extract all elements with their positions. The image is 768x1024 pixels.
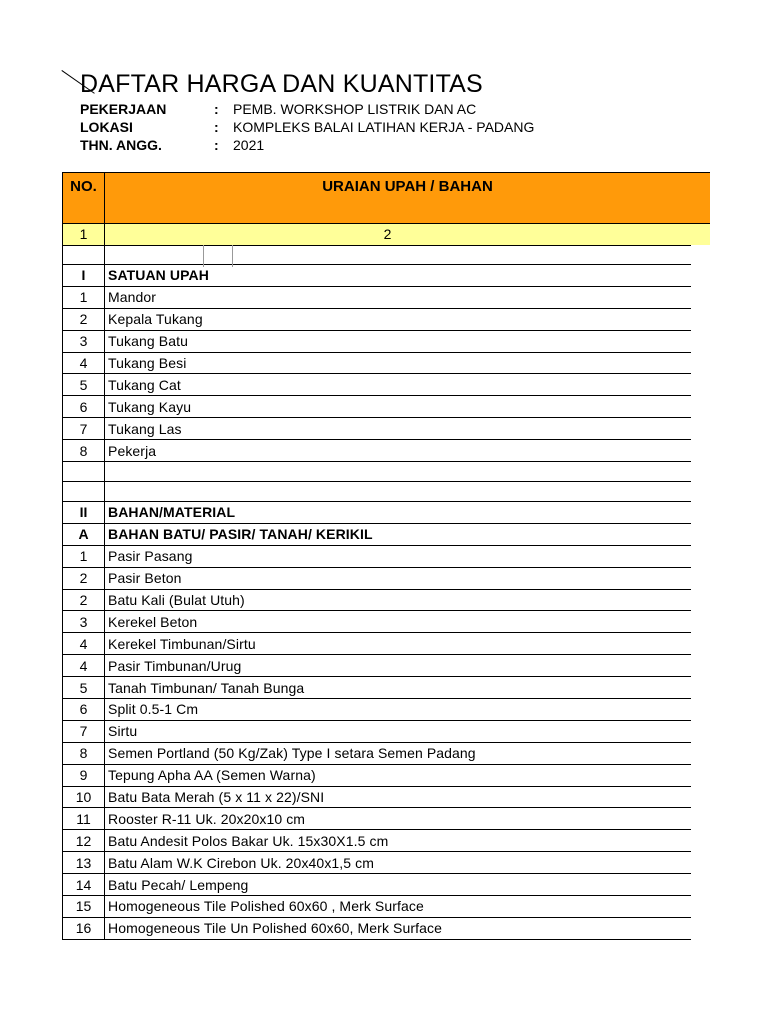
row-description: Homogeneous Tile Polished 60x60 , Merk Surface bbox=[108, 898, 424, 915]
row-number bbox=[63, 482, 105, 501]
table-row bbox=[63, 765, 691, 787]
row-description: Batu Alam W.K Cirebon Uk. 20x40x1,5 cm bbox=[108, 854, 375, 871]
row-number: 3 bbox=[63, 611, 105, 632]
table-row bbox=[63, 918, 691, 940]
table-row bbox=[63, 830, 691, 852]
blank-row bbox=[63, 482, 691, 502]
row-number: 2 bbox=[63, 309, 105, 330]
row-description: Batu Bata Merah (5 x 11 x 22)/SNI bbox=[108, 789, 325, 806]
row-description: Pekerja bbox=[108, 442, 157, 459]
row-description: Kerekel Timbunan/Sirtu bbox=[108, 635, 256, 652]
table-row bbox=[63, 852, 691, 874]
meta-colon: : bbox=[214, 137, 219, 153]
meta-value: 2021 bbox=[233, 137, 265, 153]
row-number: 13 bbox=[63, 852, 105, 873]
table-row bbox=[63, 611, 691, 633]
document-meta bbox=[80, 100, 534, 154]
index-no: 1 bbox=[62, 224, 105, 245]
row-number bbox=[63, 462, 105, 481]
row-description: Sirtu bbox=[108, 723, 138, 740]
row-number: 15 bbox=[63, 896, 105, 917]
row-description: Kepala Tukang bbox=[108, 311, 203, 328]
row-number: 12 bbox=[63, 830, 105, 851]
row-number: II bbox=[63, 502, 105, 523]
row-number: 16 bbox=[63, 918, 105, 939]
row-number: A bbox=[63, 524, 105, 545]
row-number: 10 bbox=[63, 787, 105, 808]
meta-label: LOKASI bbox=[80, 119, 133, 135]
table-row bbox=[63, 546, 691, 568]
meta-row-tahun-anggaran bbox=[80, 136, 534, 154]
row-description: Homogeneous Tile Un Polished 60x60, Merk Surface bbox=[108, 920, 442, 937]
row-description: Batu Andesit Polos Bakar Uk. 15x30X1.5 cm bbox=[108, 832, 389, 849]
row-number: 9 bbox=[63, 765, 105, 786]
table-row bbox=[63, 590, 691, 612]
row-description: Pasir Beton bbox=[108, 570, 182, 587]
row-description: Pasir Timbunan/Urug bbox=[108, 657, 242, 674]
table-row bbox=[63, 418, 691, 440]
row-number: 4 bbox=[63, 633, 105, 654]
document-title: DAFTAR HARGA DAN KUANTITAS bbox=[80, 70, 483, 98]
row-description: Pasir Pasang bbox=[108, 548, 193, 565]
header-description: URAIAN UPAH / BAHAN bbox=[105, 172, 710, 224]
row-number: 1 bbox=[63, 287, 105, 308]
blank-row bbox=[63, 245, 691, 265]
row-description: BAHAN BATU/ PASIR/ TANAH/ KERIKIL bbox=[108, 526, 373, 543]
row-description: Batu Kali (Bulat Utuh) bbox=[108, 592, 245, 609]
table-row bbox=[63, 743, 691, 765]
row-number: 5 bbox=[63, 677, 105, 698]
row-number: 7 bbox=[63, 721, 105, 742]
table-row bbox=[63, 568, 691, 590]
table-row bbox=[63, 331, 691, 353]
cell-selection-outline bbox=[203, 245, 233, 267]
table-body bbox=[62, 245, 691, 940]
section-row bbox=[63, 265, 691, 287]
table-row bbox=[63, 874, 691, 896]
table-row bbox=[63, 309, 691, 331]
row-description: Tukang Batu bbox=[108, 333, 188, 350]
table-row bbox=[63, 677, 691, 699]
row-description: Semen Portland (50 Kg/Zak) Type I setara Semen Padang bbox=[108, 745, 476, 762]
meta-colon: : bbox=[214, 101, 219, 117]
row-number: 1 bbox=[63, 546, 105, 567]
row-number: 4 bbox=[63, 655, 105, 676]
row-number: 4 bbox=[63, 353, 105, 374]
row-description: SATUAN UPAH bbox=[108, 267, 209, 284]
table-row bbox=[63, 721, 691, 743]
table-header bbox=[62, 172, 710, 224]
table-row bbox=[63, 374, 691, 396]
row-number: 3 bbox=[63, 331, 105, 352]
table-row bbox=[63, 440, 691, 462]
meta-row-pekerjaan bbox=[80, 100, 534, 118]
row-number bbox=[63, 246, 105, 264]
table-row bbox=[63, 287, 691, 309]
index-description: 2 bbox=[383, 226, 392, 242]
meta-colon: : bbox=[214, 119, 219, 135]
row-description: BAHAN/MATERIAL bbox=[108, 504, 236, 521]
meta-value: KOMPLEKS BALAI LATIHAN KERJA - PADANG bbox=[233, 119, 535, 135]
table-row bbox=[63, 808, 691, 830]
table-row bbox=[63, 353, 691, 375]
row-description: Tanah Timbunan/ Tanah Bunga bbox=[108, 679, 305, 696]
row-number: 11 bbox=[63, 808, 105, 829]
row-number: 6 bbox=[63, 396, 105, 417]
row-number: 8 bbox=[63, 440, 105, 461]
meta-value: PEMB. WORKSHOP LISTRIK DAN AC bbox=[233, 101, 477, 117]
row-description: Kerekel Beton bbox=[108, 613, 198, 630]
blank-row bbox=[63, 462, 691, 482]
row-description: Rooster R-11 Uk. 20x20x10 cm bbox=[108, 810, 306, 827]
row-number: 8 bbox=[63, 743, 105, 764]
row-description: Split 0.5-1 Cm bbox=[108, 701, 199, 718]
meta-row-lokasi bbox=[80, 118, 534, 136]
row-description: Tukang Kayu bbox=[108, 398, 192, 415]
header-no: NO. bbox=[62, 172, 105, 224]
meta-label: THN. ANGG. bbox=[80, 137, 162, 153]
table-row bbox=[63, 396, 691, 418]
section-row bbox=[63, 524, 691, 546]
row-number: 6 bbox=[63, 699, 105, 720]
table-row bbox=[63, 633, 691, 655]
row-number: 14 bbox=[63, 874, 105, 895]
meta-label: PEKERJAAN bbox=[80, 101, 167, 117]
row-number: 5 bbox=[63, 374, 105, 395]
price-quantity-table bbox=[62, 172, 710, 940]
row-description: Tukang Cat bbox=[108, 376, 181, 393]
row-number: 2 bbox=[63, 568, 105, 589]
row-number: I bbox=[63, 265, 105, 286]
row-description: Tukang Las bbox=[108, 420, 182, 437]
table-row bbox=[63, 655, 691, 677]
column-index-row bbox=[62, 224, 710, 245]
section-row bbox=[63, 502, 691, 524]
table-row bbox=[63, 896, 691, 918]
row-description: Tepung Apha AA (Semen Warna) bbox=[108, 767, 316, 784]
table-row bbox=[63, 699, 691, 721]
row-description: Batu Pecah/ Lempeng bbox=[108, 876, 249, 893]
row-description: Mandor bbox=[108, 289, 157, 306]
row-description: Tukang Besi bbox=[108, 355, 187, 371]
row-number: 7 bbox=[63, 418, 105, 439]
row-number: 2 bbox=[63, 590, 105, 611]
table-row bbox=[63, 787, 691, 809]
